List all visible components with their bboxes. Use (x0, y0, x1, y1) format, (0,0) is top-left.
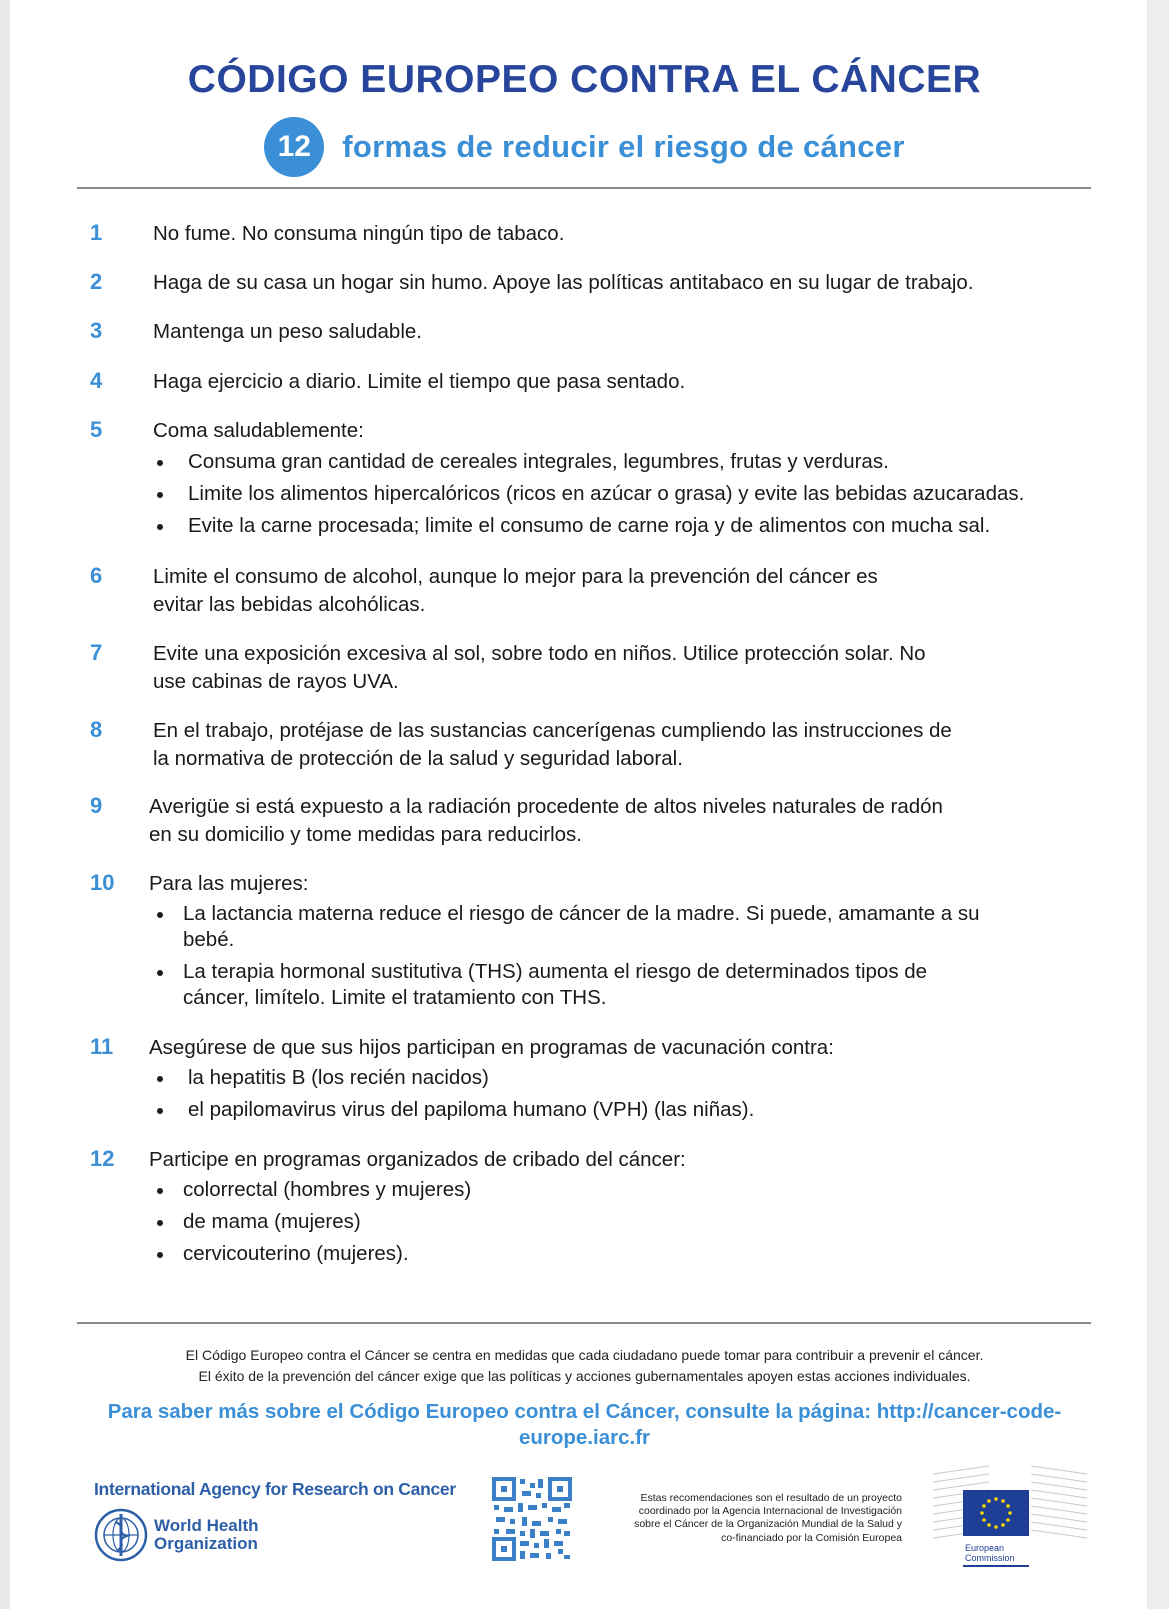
bullet-item: colorrectal (hombres y mujeres) (153, 1177, 1083, 1203)
item-text: Para las mujeres: (149, 872, 309, 895)
item-bullets (153, 1177, 1083, 1273)
item-bullets (153, 1065, 1083, 1129)
item-number: 7 (90, 640, 103, 665)
item-line: use cabinas de rayos UVA. (153, 670, 399, 693)
page-subtitle: formas de reducir el riesgo de cáncer (342, 129, 905, 164)
item-text: Mantenga un peso saludable. (153, 320, 422, 343)
item-line: Averigüe si está expuesto a la radiación procedente de altos niveles naturales de radón (149, 795, 943, 818)
item-bullets (153, 449, 1083, 545)
funding-note: Estas recomendaciones son el resultado de un proyecto coordinado por la Agencia Internacional de Investigación sobre el Cáncer de la Organización Mundial de la Salud y co-financiado por la Comisión Europea (634, 1492, 902, 1544)
item-line: En el trabajo, protéjase de las sustancias cancerígenas cumpliendo las instrucciones de (153, 719, 952, 742)
item-number: 11 (90, 1034, 114, 1059)
item-number: 3 (90, 318, 103, 343)
count-badge: 12 (264, 117, 324, 177)
footer-note-line: El éxito de la prevención del cáncer exige que las políticas y acciones gubernamentales apoyen estas acciones individuales. (198, 1368, 971, 1384)
item-text (153, 640, 1083, 696)
item-number: 4 (90, 368, 103, 393)
who-name-line: Organization (154, 1534, 258, 1553)
item-text: Haga de su casa un hogar sin humo. Apoye las políticas antitabaco en su lugar de trabajo. (153, 271, 974, 294)
item-text (153, 563, 1083, 619)
bullet-item: La terapia hormonal sustitutiva (THS) aumenta el riesgo de determinados tipos de cáncer, limítelo. Limite el tratamiento con THS. (153, 959, 1033, 1011)
item-number: 6 (90, 563, 103, 588)
footer-note (0, 1345, 1169, 1387)
footer-note-line: El Código Europeo contra el Cáncer se centra en medidas que cada ciudadano puede tomar para contribuir a prevenir el cáncer. (185, 1347, 984, 1363)
item-number: 8 (90, 717, 103, 742)
item-number: 5 (90, 417, 103, 442)
item-number: 10 (90, 870, 115, 895)
item-number: 1 (90, 220, 103, 245)
top-divider (77, 187, 1091, 189)
bullet-item: Evite la carne procesada; limite el consumo de carne roja y de alimentos con mucha sal. (153, 513, 1083, 539)
who-name (154, 1517, 259, 1553)
item-number: 12 (90, 1146, 115, 1171)
iarc-logo-text: International Agency for Research on Cancer (94, 1479, 456, 1499)
bullet-item: La lactancia materna reduce el riesgo de cáncer de la madre. Si puede, amamante a su bebé. (153, 901, 1033, 953)
item-bullets (153, 901, 1033, 1017)
item-line: en su domicilio y tome medidas para reducirlos. (149, 823, 582, 846)
page-title: CÓDIGO EUROPEO CONTRA EL CÁNCER (187, 58, 982, 101)
ec-name-line: Commission (965, 1553, 1015, 1563)
bullet-item: el papilomavirus virus del papiloma humano (VPH) (las niñas). (153, 1097, 1083, 1123)
item-text: No fume. No consuma ningún tipo de tabaco. (153, 222, 565, 245)
item-line: la normativa de protección de la salud y seguridad laboral. (153, 747, 683, 770)
who-name-line: World Health (154, 1516, 259, 1535)
item-line: evitar las bebidas alcohólicas. (153, 593, 426, 616)
item-text: Participe en programas organizados de cribado del cáncer: (149, 1148, 686, 1171)
item-text (153, 717, 1083, 773)
bullet-item: la hepatitis B (los recién nacidos) (153, 1065, 1083, 1091)
bullet-item: cervicouterino (mujeres). (153, 1241, 1083, 1267)
who-logo (94, 1508, 259, 1562)
who-emblem-icon (94, 1508, 148, 1562)
bullet-item: Consuma gran cantidad de cereales integrales, legumbres, frutas y verduras. (153, 449, 1083, 475)
ec-name-line: European (965, 1543, 1005, 1553)
european-commission-logo (929, 1462, 1091, 1572)
bottom-divider (77, 1322, 1091, 1324)
bullet-item: de mama (mujeres) (153, 1209, 1083, 1235)
subtitle-row (0, 117, 1169, 177)
item-line: Evite una exposición excesiva al sol, sobre todo en niños. Utilice protección solar. No (153, 642, 926, 665)
item-text: Haga ejercicio a diario. Limite el tiempo que pasa sentado. (153, 370, 686, 393)
item-text: Coma saludablemente: (153, 419, 364, 442)
item-line: Limite el consumo de alcohol, aunque lo mejor para la prevención del cáncer es (153, 565, 878, 588)
item-text (149, 793, 1079, 849)
bullet-item: Limite los alimentos hipercalóricos (ricos en azúcar o grasa) y evite las bebidas azucaradas. (153, 481, 1083, 507)
item-text: Asegúrese de que sus hijos participan en programas de vacunación contra: (149, 1036, 834, 1059)
more-info-link[interactable]: Para saber más sobre el Código Europeo contra el Cáncer, consulte la página: http://cancer-code-europe.iarc.fr (107, 1400, 1062, 1449)
qr-code-icon[interactable] (492, 1477, 572, 1561)
item-number: 9 (90, 793, 103, 818)
item-number: 2 (90, 269, 103, 294)
